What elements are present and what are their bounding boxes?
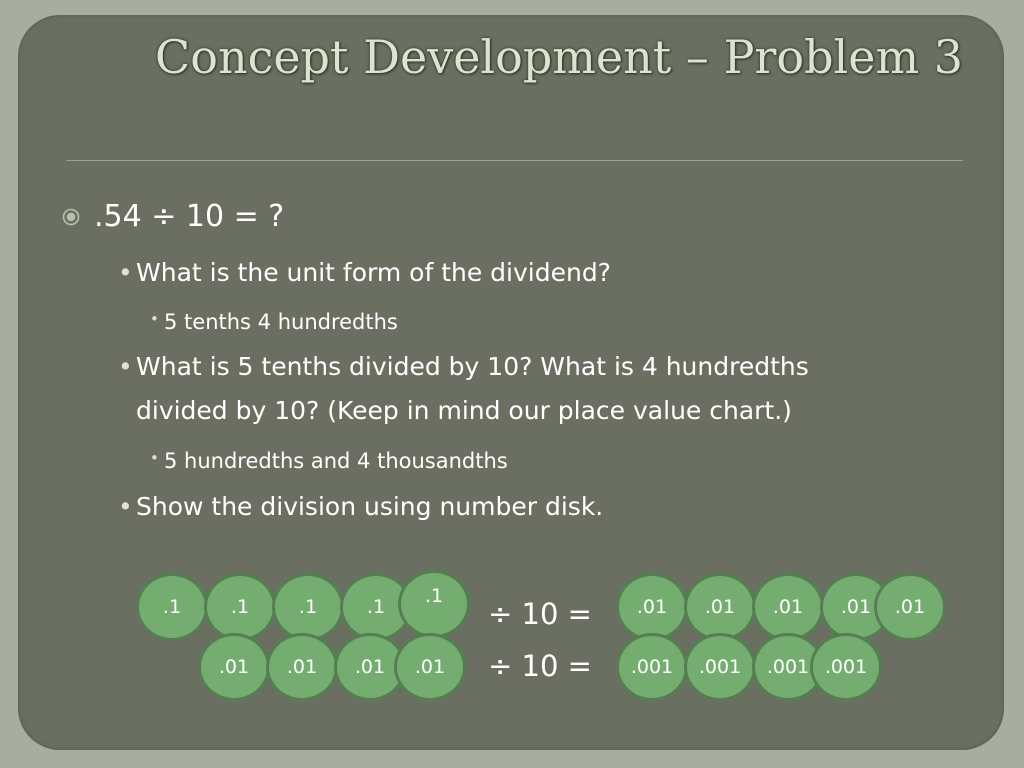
circle-bullet-icon [62, 208, 80, 226]
slide-panel [18, 15, 1004, 750]
number-disk-thousandth: .001 [752, 633, 824, 701]
question-divide-line2: divided by 10? (Keep in mind our place value chart.) [136, 396, 792, 425]
number-disk-tenth: .1 [204, 573, 276, 641]
question-unit-form-label: What is the unit form of the dividend? [136, 258, 611, 287]
answer-unit-form [150, 310, 398, 334]
number-disk-hundredth: .01 [334, 633, 406, 701]
question-unit-form [118, 258, 611, 287]
number-disk-hundredth: .01 [394, 633, 466, 701]
number-disk-hundredth: .01 [616, 573, 688, 641]
title-divider [66, 160, 963, 161]
answer-divide [150, 449, 508, 473]
number-disk-thousandth: .001 [616, 633, 688, 701]
number-disk-hundredth: .01 [820, 573, 892, 641]
number-disk-hundredth: .01 [266, 633, 338, 701]
answer-unit-form-label: 5 tenths 4 hundredths [164, 310, 398, 334]
number-disk-tenth: .1 [272, 573, 344, 641]
divide-by-ten-row1: ÷ 10 = [488, 597, 592, 631]
slide-title: Concept Development – Problem 3 [155, 30, 963, 84]
number-disk-tenth: .1 [398, 570, 470, 638]
number-disk-thousandth: .001 [810, 633, 882, 701]
number-disk-hundredth: .01 [684, 573, 756, 641]
question-divide [118, 352, 809, 381]
number-disk-hundredth: .01 [198, 633, 270, 701]
question-divide-line1: What is 5 tenths divided by 10? What is 4 hundredths [136, 352, 809, 381]
instruction-number-disk-label: Show the division using number disk. [136, 492, 604, 521]
divide-by-ten-row2: ÷ 10 = [488, 649, 592, 683]
bullet-dot-icon: • [118, 258, 133, 287]
bullet-dot-icon: • [118, 492, 133, 521]
number-disk-tenth: .1 [136, 573, 208, 641]
number-disk-hundredth: .01 [874, 573, 946, 641]
instruction-number-disk [118, 492, 604, 521]
number-disk-hundredth: .01 [752, 573, 824, 641]
bullet-dot-icon: • [118, 352, 133, 381]
main-problem: .54 ÷ 10 = ? [94, 199, 285, 234]
number-disk-tenth: .1 [340, 573, 412, 641]
number-disk-thousandth: .001 [684, 633, 756, 701]
bullet-dot-icon: • [150, 449, 159, 467]
answer-divide-label: 5 hundredths and 4 thousandths [164, 449, 508, 473]
bullet-dot-icon: • [150, 310, 159, 328]
